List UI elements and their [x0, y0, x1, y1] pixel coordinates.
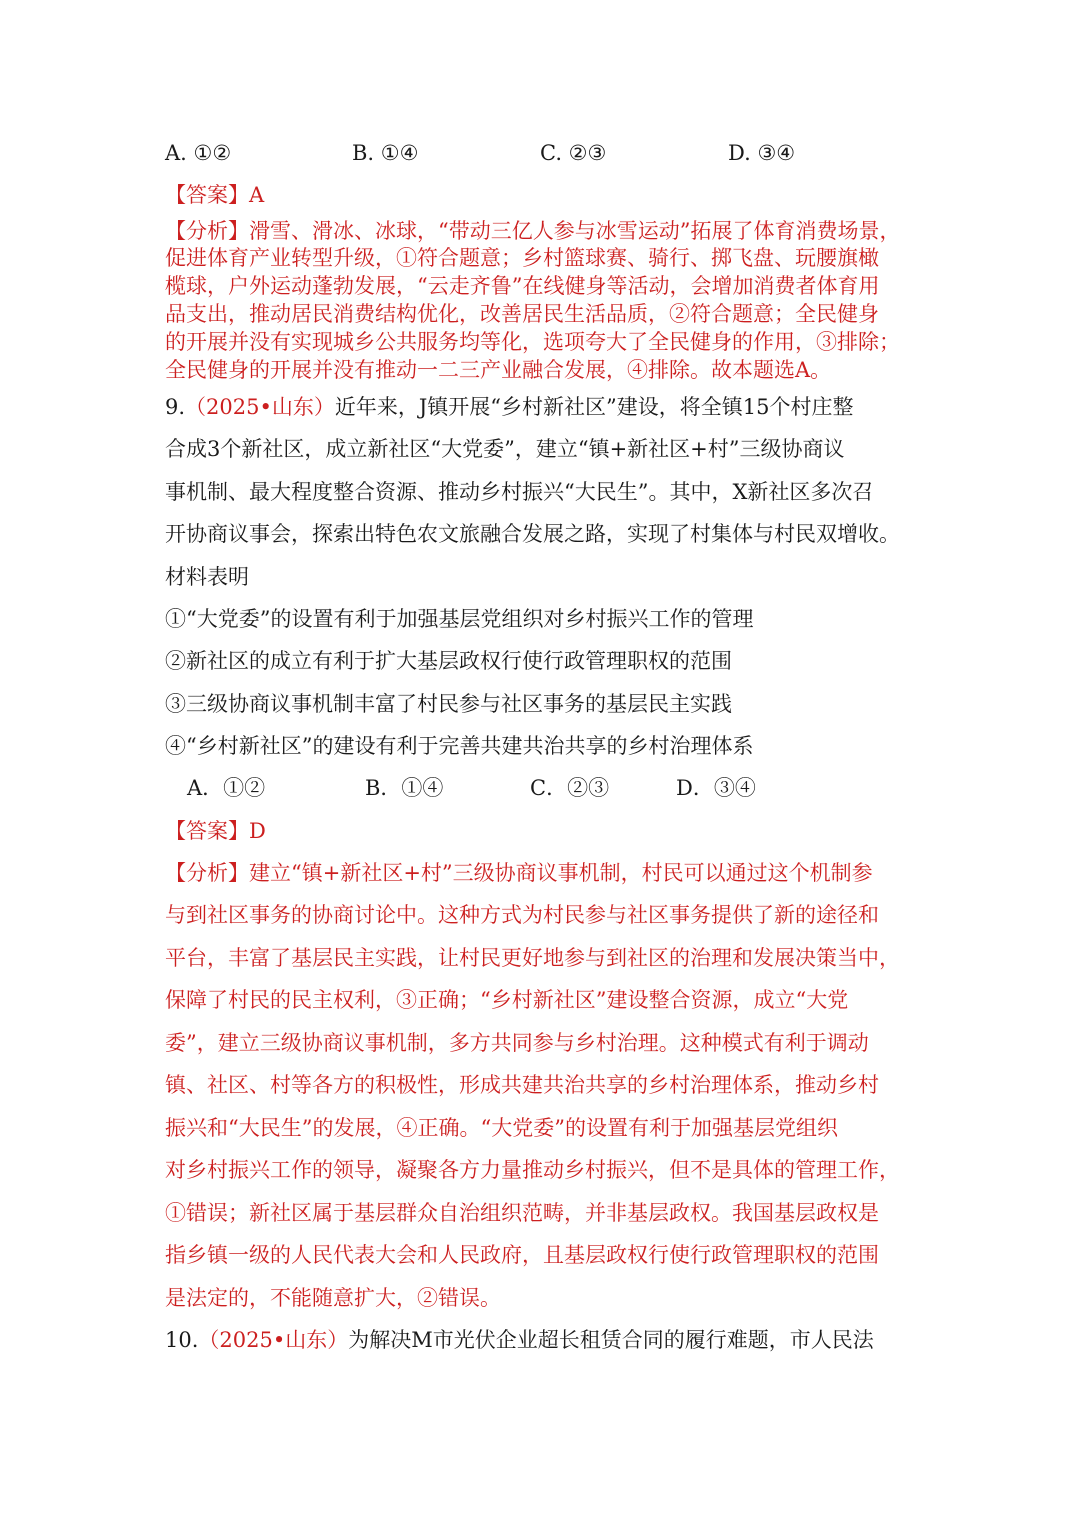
q9-option-c: C．②③ [530, 776, 610, 800]
q10-stem: 为解决M市光伏企业超长租赁合同的履行难题，市人民法 [348, 1328, 874, 1352]
q9-option-b: B．①④ [365, 776, 444, 800]
q8-option-a: A. ①② [165, 141, 232, 165]
q9-analysis-line: 保障了村民的民主权利，③正确；“乡村新社区”建设整合资源，成立“大党 [165, 988, 849, 1012]
q8-analysis-line: 促进体育产业转型升级，①符合题意；乡村篮球赛、骑行、掷飞盘、玩腰旗橄 [165, 246, 879, 270]
q8-analysis-line: 品支出，推动居民消费结构优化，改善居民生活品质，②符合题意；全民健身 [165, 302, 879, 326]
q9-stem-line: 事机制、最大程度整合资源、推动乡村振兴“大民生”。其中，X新社区多次召 [165, 480, 874, 504]
q9-stem-line: 材料表明 [165, 565, 249, 589]
q9-analysis-line: 与到社区事务的协商讨论中。这种方式为村民参与社区事务提供了新的途径和 [165, 903, 879, 927]
q9-analysis-line: 振兴和“大民生”的发展，④正确。“大党委”的设置有利于加强基层党组织 [165, 1116, 838, 1140]
q8-analysis-line: 全民健身的开展并没有推动一二三产业融合发展，④排除。故本题选A。 [165, 358, 832, 382]
q9-analysis-line: ①错误；新社区属于基层群众自治组织范畴，并非基层政权。我国基层政权是 [165, 1201, 879, 1225]
q8-analysis-line: 【分析】滑雪、滑冰、冰球，“带动三亿人参与冰雪运动”拓展了体育消费场景， [165, 219, 901, 243]
q9-analysis-line: 对乡村振兴工作的领导，凝聚各方力量推动乡村振兴，但不是具体的管理工作， [165, 1158, 900, 1182]
q9-source: （2025•山东） [185, 395, 335, 419]
q8-option-d: D. ③④ [728, 141, 796, 165]
q8-analysis-line: 的开展并没有实现城乡公共服务均等化，选项夸大了全民健身的作用，③排除； [165, 330, 900, 354]
q9-item-1: ①“大党委”的设置有利于加强基层党组织对乡村振兴工作的管理 [165, 607, 754, 631]
q9-analysis-line: 平台，丰富了基层民主实践，让村民更好地参与到社区的治理和发展决策当中， [165, 946, 900, 970]
q9-analysis-line: 指乡镇一级的人民代表大会和人民政府，且基层政权行使行政管理职权的范围 [165, 1243, 879, 1267]
q8-option-c: C. ②③ [540, 141, 607, 165]
q8-option-b: B. ①④ [352, 141, 419, 165]
q9-stem-line: 开协商议事会，探索出特色农文旅融合发展之路，实现了村集体与村民双增收。 [165, 522, 900, 546]
q10-source: （2025•山东） [198, 1328, 349, 1352]
q9-option-d: D．③④ [676, 776, 756, 800]
q9-item-3: ③三级协商议事机制丰富了村民参与社区事务的基层民主实践 [165, 692, 732, 716]
q9-stem-first-line [165, 392, 925, 422]
q9-number: 9. [165, 395, 186, 419]
q9-item-4: ④“乡村新社区”的建设有利于完善共建共治共享的乡村治理体系 [165, 734, 754, 758]
q9-stem-line: 合成3个新社区，成立新社区“大党委”，建立“镇+新社区+村”三级协商议 [165, 437, 845, 461]
q9-analysis-line: 是法定的，不能随意扩大，②错误。 [165, 1286, 501, 1310]
q9-analysis-line: 【分析】建立“镇+新社区+村”三级协商议事机制，村民可以通过这个机制参 [165, 861, 873, 885]
q9-answer: 【答案】D [165, 819, 266, 843]
q9-stem-line: 近年来，J镇开展“乡村新社区”建设，将全镇15个村庄整 [334, 395, 854, 419]
q10-stem-first-line [165, 1325, 925, 1355]
q8-answer: 【答案】A [165, 183, 265, 207]
q9-analysis-line: 镇、社区、村等各方的积极性，形成共建共治共享的乡村治理体系，推动乡村 [165, 1073, 879, 1097]
q9-analysis-line: 委”，建立三级协商议事机制，多方共同参与乡村治理。这种模式有利于调动 [165, 1031, 869, 1055]
q8-analysis-line: 榄球，户外运动蓬勃发展，“云走齐鲁”在线健身等活动，会增加消费者体育用 [165, 274, 880, 298]
q9-option-a: A．①② [187, 776, 266, 800]
q9-item-2: ②新社区的成立有利于扩大基层政权行使行政管理职权的范围 [165, 649, 732, 673]
q10-number: 10. [165, 1328, 199, 1352]
